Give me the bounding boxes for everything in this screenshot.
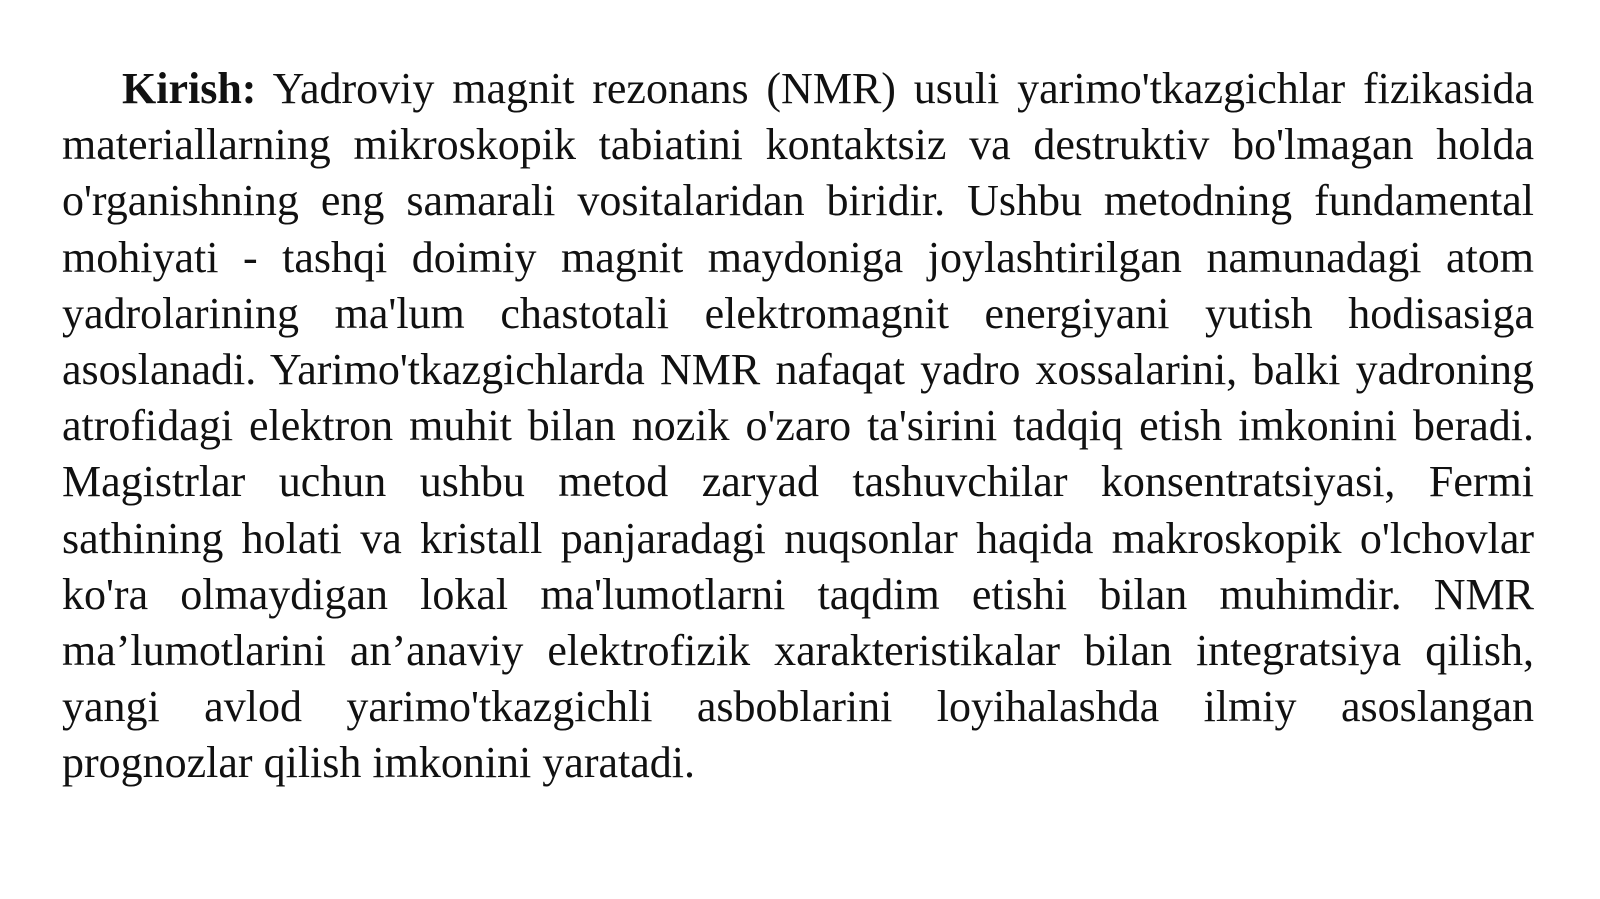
intro-body-text: Yadroviy magnit rezonans (NMR) usuli yarimo'tkazgichlar fizikasida materiallarning mikroskopik tabiatini kontaktsiz va destruktiv bo'lmagan holda o'rganishning eng samarali vositalaridan biridir. Ushbu metodning fundamental mohiyati - tashqi doimiy magnit maydoniga joylashtirilgan namunadagi atom yadrolarining ma'lum chastotali elektromagnit energiyani yutish hodisasiga asoslanadi. Yarimo'tkazgichlarda NMR nafaqat yadro xossalarini, balki yadroning atrofidagi elektron muhit bilan nozik o'zaro ta'sirini tadqiq etish imkonini beradi. Magistrlar uchun ushbu metod zaryad tashuvchilar konsentratsiyasi, Fermi sathining holati va kristall panjaradagi nuqsonlar haqida makroskopik o'lchovlar ko'ra olmaydigan lokal ma'lumotlarni taqdim etishi bilan muhimdir. NMR ma’lumotlarini an’anaviy elektrofizik xarakteristikalar bilan integratsiya qilish, yangi avlod yarimo'tkazgichli asboblarini loyihalashda ilmiy asoslangan prognozlar qilish imkonini yaratadi. (62, 64, 1534, 788)
intro-paragraph (62, 61, 1534, 792)
intro-lead-label: Kirish: (122, 64, 257, 113)
